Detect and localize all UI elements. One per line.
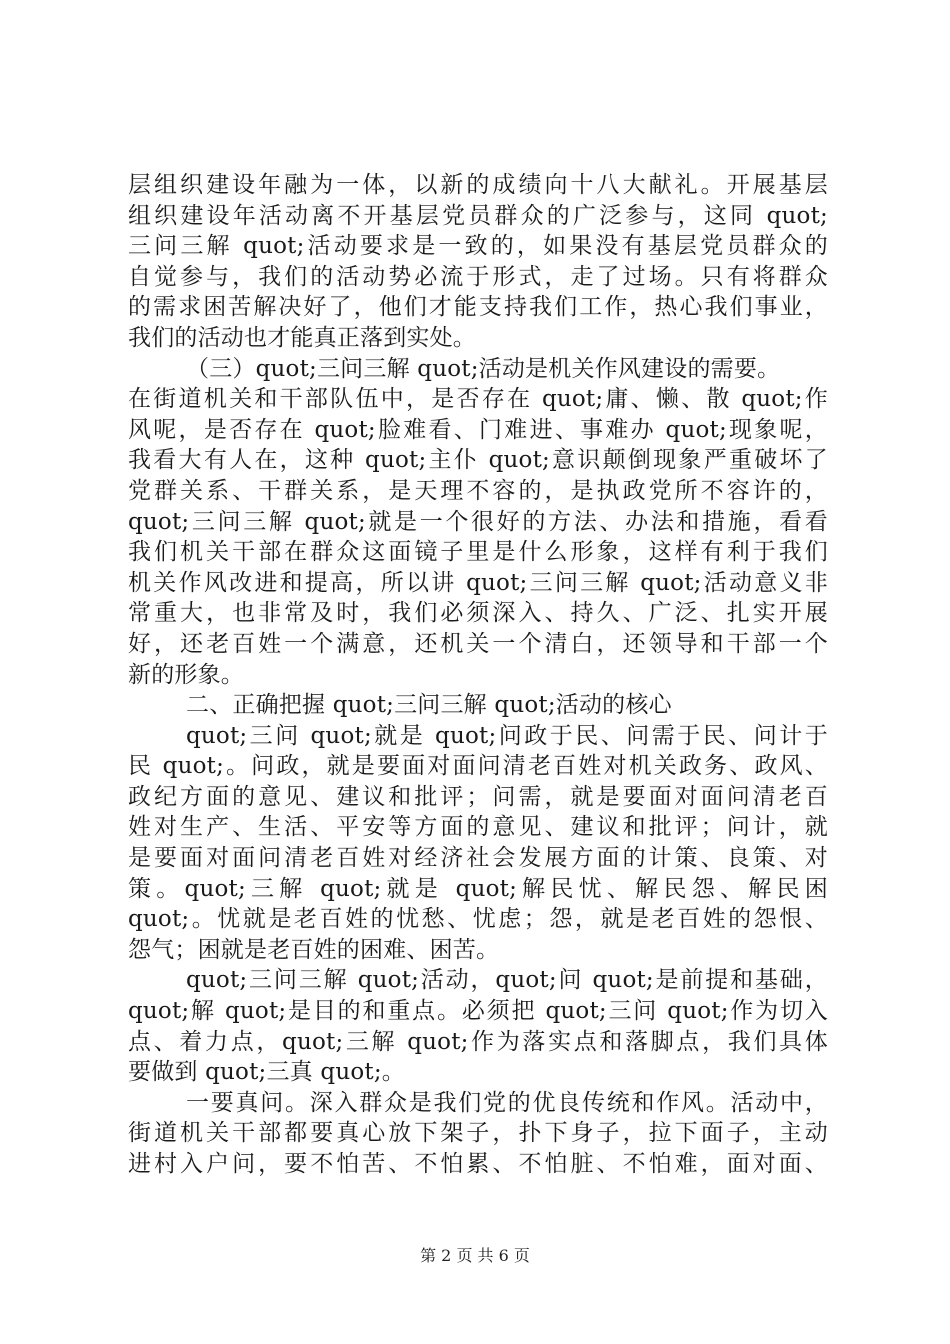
- text-line: quot;三问 quot;就是 quot;问政于民、问需于民、问计于: [186, 722, 828, 749]
- text-line: quot;三问三解 quot;就是一个很好的方法、办法和措施，看看: [128, 508, 828, 535]
- text-line: 怨气；困就是老百姓的困难、困苦。: [128, 936, 500, 963]
- text-line: 点、着力点，quot;三解 quot;作为落实点和落脚点，我们具体: [128, 1028, 828, 1055]
- text-line: 我们机关干部在群众这面镜子里是什么形象，这样有利于我们: [128, 539, 828, 566]
- text-line: 一要真问。深入群众是我们党的优良传统和作风。活动中，: [186, 1089, 828, 1116]
- text-line: 常重大，也非常及时，我们必须深入、持久、广泛、扎实开展: [128, 600, 828, 627]
- text-line: 是要面对面问清老百姓对经济社会发展方面的计策、良策、对: [128, 845, 828, 872]
- text-line: 好，还老百姓一个满意，还机关一个清白，还领导和干部一个: [128, 630, 828, 657]
- text-line: 街道机关干部都要真心放下架子，扑下身子，拉下面子，主动: [128, 1120, 828, 1147]
- text-line: 在街道机关和干部队伍中，是否存在 quot;庸、懒、散 quot;作: [128, 386, 828, 413]
- text-line: 机关作风改进和提高，所以讲 quot;三问三解 quot;活动意义非: [128, 569, 828, 596]
- text-line: 自觉参与，我们的活动势必流于形式，走了过场。只有将群众: [128, 263, 828, 290]
- text-line: 姓对生产、生活、平安等方面的意见、建议和批评；问计，就: [128, 814, 828, 841]
- text-line: 我们的活动也才能真正落到实处。: [128, 324, 476, 351]
- text-line: 的需求困苦解决好了，他们才能支持我们工作，热心我们事业，: [128, 294, 828, 321]
- text-line: 要做到 quot;三真 quot;。: [128, 1059, 405, 1086]
- text-line: 进村入户问，要不怕苦、不怕累、不怕脏、不怕难，面对面、: [128, 1151, 828, 1177]
- text-line: 风呢，是否存在 quot;脸难看、门难进、事难办 quot;现象呢，: [128, 416, 828, 443]
- text-line: quot;。忧就是老百姓的忧愁、忧虑；怨，就是老百姓的怨恨、: [128, 906, 828, 933]
- page-footer: 第 2 页 共 6 页: [420, 1246, 530, 1265]
- text-line: 层组织建设年融为一体，以新的成绩向十八大献礼。开展基层: [128, 172, 828, 198]
- text-line: 新的形象。: [128, 661, 244, 688]
- text-line: 组织建设年活动离不开基层党员群众的广泛参与，这同 quot;: [128, 202, 828, 229]
- text-line: 民 quot;。问政，就是要面对面问清老百姓对机关政务、政风、: [128, 753, 828, 780]
- text-line: （三）quot;三问三解 quot;活动是机关作风建设的需要。: [186, 355, 781, 382]
- document-body: [128, 170, 828, 1180]
- text-line: quot;三问三解 quot;活动，quot;问 quot;是前提和基础，: [186, 967, 828, 994]
- text-line: 三问三解 quot;活动要求是一致的，如果没有基层党员群众的: [128, 233, 828, 260]
- text-line: 策。quot;三解 quot;就是 quot;解民忧、解民怨、解民困: [128, 875, 828, 902]
- text-line: 党群关系、干群关系，是天理不容的，是执政党所不容许的，: [128, 477, 828, 504]
- text-line: quot;解 quot;是目的和重点。必须把 quot;三问 quot;作为切入: [128, 998, 828, 1025]
- text-line: 我看大有人在，这种 quot;主仆 quot;意识颠倒现象严重破坏了: [128, 447, 828, 474]
- text-line: 政纪方面的意见、建议和批评；问需，就是要面对面问清老百: [128, 783, 828, 810]
- text-line: 二、正确把握 quot;三问三解 quot;活动的核心: [186, 692, 672, 719]
